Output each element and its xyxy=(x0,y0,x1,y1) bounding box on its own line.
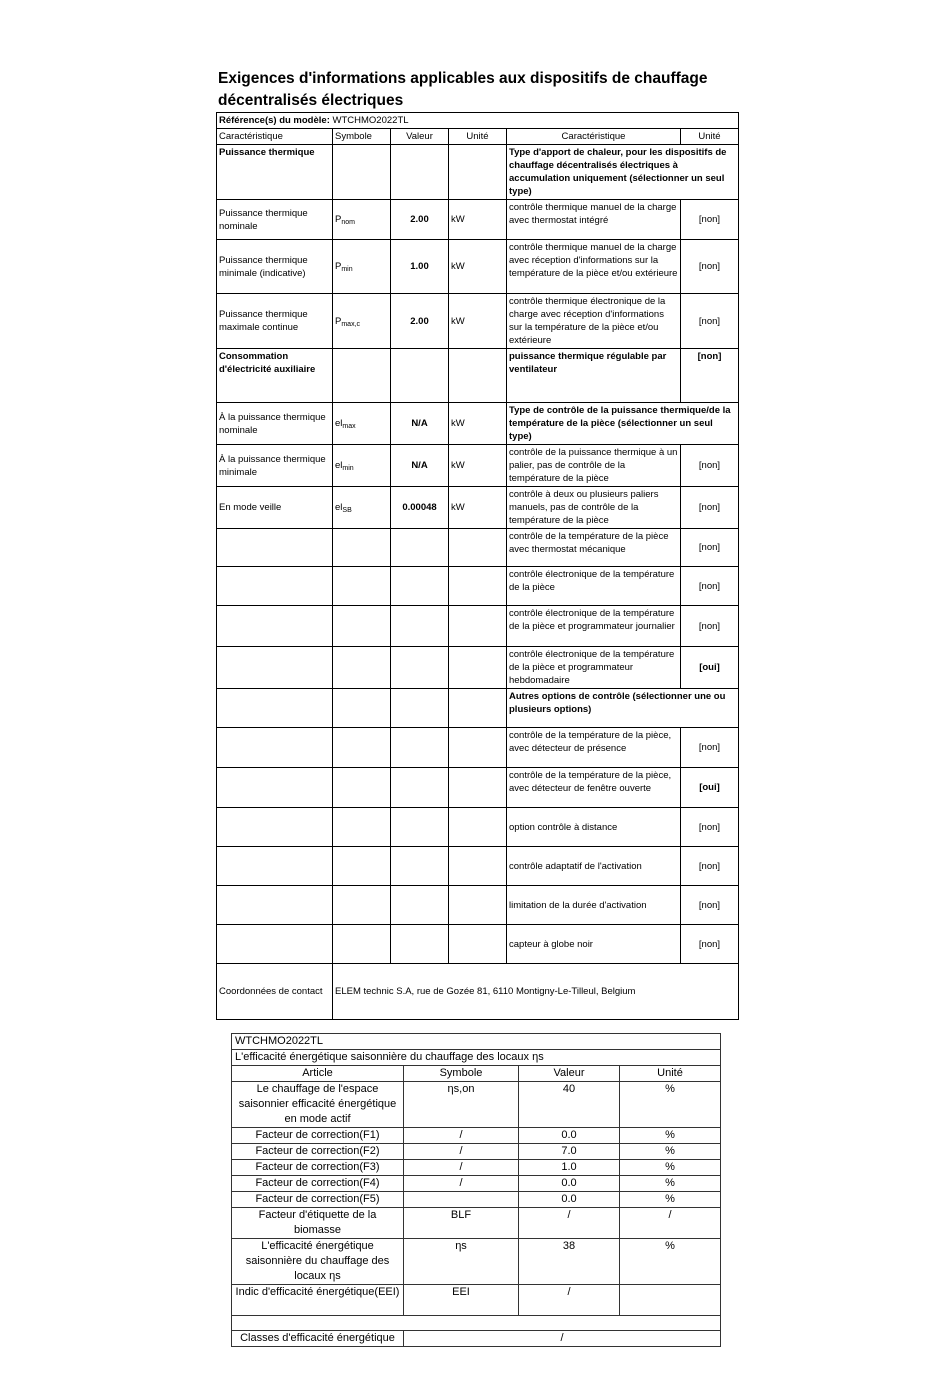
characteristic-cell xyxy=(217,294,333,349)
characteristic-cell xyxy=(217,145,333,200)
right-characteristic-label: Autres options de contrôle (sélectionner une ou plusieurs options) xyxy=(509,691,726,715)
header-symbole: Symbole xyxy=(333,129,391,145)
characteristic-label: Consommation d'électricité auxiliaire xyxy=(219,351,316,375)
t2-header-symbole: Symbole xyxy=(404,1066,519,1082)
right-characteristic-label: contrôle adaptatif de l'activation xyxy=(509,860,642,872)
t2-header-valeur: Valeur xyxy=(519,1066,620,1082)
t2-class-row xyxy=(232,1331,721,1347)
symbol-cell xyxy=(333,768,391,808)
characteristic-cell xyxy=(217,886,333,925)
right-characteristic-label: contrôle de la température de la pièce, avec détecteur de fenêtre ouverte xyxy=(509,770,672,794)
right-characteristic-cell xyxy=(507,689,739,728)
right-characteristic-label: contrôle de la température de la pièce, avec détecteur de présence xyxy=(509,730,672,754)
option-selection-cell xyxy=(681,567,739,606)
unit-cell xyxy=(449,689,507,728)
t2-row xyxy=(232,1208,721,1239)
value-cell xyxy=(391,768,449,808)
document-title: Exigences d'informations applicables aux dispositifs de chauffage décentralisés électriques xyxy=(218,70,708,109)
symbol-cell xyxy=(333,689,391,728)
requirements-table xyxy=(216,112,739,1020)
characteristic-cell xyxy=(217,925,333,964)
value-cell xyxy=(391,145,449,200)
model-ref-value: WTCHMO2022TL xyxy=(332,115,409,126)
t2-symbol: / xyxy=(404,1176,519,1192)
right-characteristic-cell xyxy=(507,240,681,294)
option-selection-cell xyxy=(681,808,739,847)
right-characteristic-label: Type d'apport de chaleur, pour les dispositifs de chauffage décentralisés électriques à accumulation uniquement (sélectionner un seul type) xyxy=(509,147,727,197)
option-selection-cell xyxy=(681,925,739,964)
characteristic-label: Puissance thermique minimale (indicative) xyxy=(219,254,308,279)
right-characteristic-cell xyxy=(507,145,739,200)
contact-label: Coordonnées de contact xyxy=(217,964,333,1020)
value: N/A xyxy=(411,418,428,429)
spec-row xyxy=(217,487,739,529)
option-selection: [non] xyxy=(698,261,721,272)
option-selection-cell xyxy=(681,847,739,886)
header-caracteristique-right: Caractéristique xyxy=(507,129,681,145)
spec-row xyxy=(217,606,739,647)
header-row xyxy=(217,129,739,145)
t2-value: 40 xyxy=(519,1082,620,1128)
option-selection: [non] xyxy=(698,620,721,632)
option-selection-cell xyxy=(681,349,739,403)
t2-value: 7.0 xyxy=(519,1144,620,1160)
t2-article: Facteur de correction(F2) xyxy=(232,1144,404,1160)
spec-row xyxy=(217,403,739,445)
t2-symbol: / xyxy=(404,1128,519,1144)
spec-row xyxy=(217,847,739,886)
t2-value: 0.0 xyxy=(519,1176,620,1192)
t2-row xyxy=(232,1176,721,1192)
right-characteristic-label: contrôle thermique manuel de la charge avec réception d'informations sur la température de la pièce et/ou extérieure xyxy=(509,242,678,279)
t2-model-row xyxy=(232,1034,721,1050)
value-cell xyxy=(391,808,449,847)
right-characteristic-cell xyxy=(507,445,681,487)
spec-row xyxy=(217,200,739,240)
option-selection-cell xyxy=(681,886,739,925)
value-cell xyxy=(391,886,449,925)
unit-cell xyxy=(449,200,507,240)
value-cell xyxy=(391,529,449,567)
t2-article: Facteur de correction(F5) xyxy=(232,1192,404,1208)
characteristic-label: Puissance thermique xyxy=(219,147,315,158)
unit: kW xyxy=(451,502,465,513)
right-characteristic-cell xyxy=(507,768,681,808)
unit-cell xyxy=(449,567,507,606)
model-ref-label: Référence(s) du modèle: xyxy=(219,115,330,126)
value-cell xyxy=(391,403,449,445)
t2-value: / xyxy=(519,1208,620,1239)
unit-cell xyxy=(449,847,507,886)
spec-row xyxy=(217,647,739,689)
option-selection: [non] xyxy=(698,542,721,553)
symbol-cell xyxy=(333,728,391,768)
symbol-subscript: SB xyxy=(342,507,352,514)
symbol-subscript: max,c xyxy=(341,320,361,328)
characteristic-cell xyxy=(217,200,333,240)
characteristic-cell xyxy=(217,487,333,529)
right-characteristic-cell xyxy=(507,606,681,647)
t2-empty-cell xyxy=(232,1316,721,1331)
value: 0.00048 xyxy=(402,502,437,513)
t2-unit: % xyxy=(620,1176,721,1192)
unit-cell xyxy=(449,240,507,294)
t2-unit xyxy=(620,1285,721,1316)
t2-unit: % xyxy=(620,1082,721,1128)
t2-unit: % xyxy=(620,1239,721,1285)
t2-article: Le chauffage de l'espace saisonnier efficacité énergétique en mode actif xyxy=(232,1082,404,1128)
spec-row xyxy=(217,567,739,606)
symbol-subscript: nom xyxy=(341,219,355,226)
t2-row xyxy=(232,1192,721,1208)
t2-article: Facteur de correction(F1) xyxy=(232,1128,404,1144)
right-characteristic-cell xyxy=(507,294,681,349)
value-cell xyxy=(391,567,449,606)
t2-header-row xyxy=(232,1066,721,1082)
value-cell xyxy=(391,728,449,768)
option-selection-cell xyxy=(681,240,739,294)
t2-article: Indic d'efficacité énergétique(EEI) xyxy=(232,1285,404,1316)
spec-row xyxy=(217,240,739,294)
t2-article: Facteur de correction(F3) xyxy=(232,1160,404,1176)
characteristic-cell xyxy=(217,606,333,647)
t2-row xyxy=(232,1160,721,1176)
symbol-cell xyxy=(333,606,391,647)
unit-cell xyxy=(449,349,507,403)
t2-unit: % xyxy=(620,1144,721,1160)
t2-header-article: Article xyxy=(232,1066,404,1082)
option-selection: [non] xyxy=(697,351,722,362)
option-selection: [non] xyxy=(698,315,721,327)
symbol-cell xyxy=(333,200,391,240)
header-valeur: Valeur xyxy=(391,129,449,145)
symbol-cell xyxy=(333,647,391,689)
spec-row xyxy=(217,689,739,728)
option-selection: [non] xyxy=(698,899,721,911)
characteristic-label: Puissance thermique nominale xyxy=(219,207,308,232)
value-cell xyxy=(391,240,449,294)
option-selection-cell xyxy=(681,529,739,567)
right-characteristic-cell xyxy=(507,808,681,847)
unit-cell xyxy=(449,886,507,925)
option-selection: [oui] xyxy=(699,662,720,673)
spec-row xyxy=(217,349,739,403)
option-selection-cell xyxy=(681,768,739,808)
characteristic-label: En mode veille xyxy=(219,502,282,513)
t2-row xyxy=(232,1285,721,1316)
option-selection-cell xyxy=(681,728,739,768)
t2-class-value: / xyxy=(404,1331,721,1347)
unit-cell xyxy=(449,808,507,847)
symbol: P xyxy=(335,214,342,225)
right-characteristic-cell xyxy=(507,487,681,529)
value-cell xyxy=(391,606,449,647)
characteristic-cell xyxy=(217,529,333,567)
t2-row xyxy=(232,1128,721,1144)
t2-article: Facteur de correction(F4) xyxy=(232,1176,404,1192)
right-characteristic-cell xyxy=(507,925,681,964)
option-selection-cell xyxy=(681,647,739,689)
contact-row xyxy=(217,964,739,1020)
spec-row xyxy=(217,768,739,808)
unit-cell xyxy=(449,529,507,567)
unit-cell xyxy=(449,294,507,349)
model-reference-row xyxy=(217,113,739,129)
symbol-cell xyxy=(333,403,391,445)
right-characteristic-label: puissance thermique régulable par ventilateur xyxy=(509,351,667,375)
value-cell xyxy=(391,294,449,349)
t2-empty-row xyxy=(232,1316,721,1331)
symbol: el xyxy=(335,502,343,513)
t2-value: 0.0 xyxy=(519,1128,620,1144)
right-characteristic-cell xyxy=(507,529,681,567)
characteristic-cell xyxy=(217,445,333,487)
symbol-cell xyxy=(333,886,391,925)
right-characteristic-label: contrôle thermique manuel de la charge avec thermostat intégré xyxy=(509,202,677,226)
characteristic-cell xyxy=(217,728,333,768)
characteristic-label: À la puissance thermique nominale xyxy=(219,411,326,436)
symbol-cell xyxy=(333,240,391,294)
unit: kW xyxy=(451,315,465,327)
t2-row xyxy=(232,1082,721,1128)
unit-cell xyxy=(449,403,507,445)
right-characteristic-label: contrôle électronique de la température de la pièce et programmateur journalier xyxy=(509,608,675,632)
t2-symbol xyxy=(404,1192,519,1208)
t2-unit: % xyxy=(620,1160,721,1176)
spec-row xyxy=(217,529,739,567)
symbol: el xyxy=(335,418,343,429)
t2-symbol: / xyxy=(404,1160,519,1176)
t2-row xyxy=(232,1144,721,1160)
option-selection: [non] xyxy=(698,742,721,753)
t2-symbol: ηs xyxy=(404,1239,519,1285)
right-characteristic-cell xyxy=(507,567,681,606)
t2-value: 0.0 xyxy=(519,1192,620,1208)
option-selection-cell xyxy=(681,487,739,529)
characteristic-cell xyxy=(217,567,333,606)
characteristic-cell xyxy=(217,240,333,294)
spec-row xyxy=(217,925,739,964)
t2-value: 1.0 xyxy=(519,1160,620,1176)
unit-cell xyxy=(449,768,507,808)
option-selection-cell xyxy=(681,294,739,349)
option-selection-cell xyxy=(681,606,739,647)
right-characteristic-cell xyxy=(507,886,681,925)
header-unite: Unité xyxy=(449,129,507,145)
right-characteristic-cell xyxy=(507,200,681,240)
t2-class-label: Classes d'efficacité énergétique xyxy=(232,1331,404,1347)
symbol-cell xyxy=(333,445,391,487)
unit: kW xyxy=(451,261,465,272)
right-characteristic-cell xyxy=(507,728,681,768)
t2-symbol: ηs,on xyxy=(404,1082,519,1128)
t2-unit: % xyxy=(620,1192,721,1208)
value: 1.00 xyxy=(410,261,429,272)
symbol-cell xyxy=(333,487,391,529)
characteristic-cell xyxy=(217,689,333,728)
unit-cell xyxy=(449,487,507,529)
symbol-subscript: min xyxy=(341,266,353,273)
symbol-subscript: max xyxy=(342,423,356,430)
unit: kW xyxy=(451,418,465,429)
t2-article: Facteur d'étiquette de la biomasse xyxy=(232,1208,404,1239)
symbol-cell xyxy=(333,567,391,606)
option-selection: [non] xyxy=(698,860,721,872)
characteristic-label: À la puissance thermique minimale xyxy=(219,453,326,478)
t2-symbol: EEI xyxy=(404,1285,519,1316)
right-characteristic-label: contrôle de la température de la pièce avec thermostat mécanique xyxy=(509,531,669,555)
t2-unit: % xyxy=(620,1128,721,1144)
value: 2.00 xyxy=(410,214,429,225)
right-characteristic-label: Type de contrôle de la puissance thermique/de la température de la pièce (sélectionner un seul type) xyxy=(509,405,731,442)
right-characteristic-cell xyxy=(507,847,681,886)
unit-cell xyxy=(449,728,507,768)
value-cell xyxy=(391,647,449,689)
unit-cell xyxy=(449,606,507,647)
characteristic-cell xyxy=(217,847,333,886)
symbol-cell xyxy=(333,294,391,349)
header-unite-right: Unité xyxy=(681,129,739,145)
option-selection: [non] xyxy=(698,580,721,592)
spec-row xyxy=(217,808,739,847)
symbol-cell xyxy=(333,847,391,886)
option-selection: [non] xyxy=(698,460,721,471)
symbol-cell xyxy=(333,145,391,200)
right-characteristic-cell xyxy=(507,403,739,445)
unit-cell xyxy=(449,925,507,964)
right-characteristic-label: contrôle à deux ou plusieurs paliers manuels, pas de contrôle de la température de la pièce xyxy=(509,489,659,526)
symbol-cell xyxy=(333,925,391,964)
unit: kW xyxy=(451,460,465,471)
t2-article: L'efficacité énergétique saisonnière du chauffage des locaux ηs xyxy=(232,1239,404,1285)
option-selection: [non] xyxy=(698,821,721,833)
t2-header-unite: Unité xyxy=(620,1066,721,1082)
right-characteristic-label: contrôle électronique de la température de la pièce et programmateur hebdomadaire xyxy=(509,649,675,686)
value-cell xyxy=(391,925,449,964)
symbol-cell xyxy=(333,349,391,403)
right-characteristic-label: option contrôle à distance xyxy=(509,821,618,833)
symbol: P xyxy=(335,315,342,327)
value: 2.00 xyxy=(410,315,429,327)
characteristic-cell xyxy=(217,768,333,808)
option-selection: [non] xyxy=(698,214,721,225)
option-selection-cell xyxy=(681,445,739,487)
t2-symbol: / xyxy=(404,1144,519,1160)
value-cell xyxy=(391,487,449,529)
contact-value: ELEM technic S.A, rue de Gozée 81, 6110 Montigny-Le-Tilleul, Belgium xyxy=(333,964,739,1020)
right-characteristic-label: capteur à globe noir xyxy=(509,938,593,950)
t2-model: WTCHMO2022TL xyxy=(232,1034,721,1050)
header-caracteristique: Caractéristique xyxy=(217,129,333,145)
value: N/A xyxy=(411,460,428,471)
unit-cell xyxy=(449,145,507,200)
spec-row xyxy=(217,886,739,925)
value-cell xyxy=(391,200,449,240)
t2-subtitle-row xyxy=(232,1050,721,1066)
spec-row xyxy=(217,294,739,349)
spec-row xyxy=(217,145,739,200)
symbol: P xyxy=(335,261,342,272)
option-selection-cell xyxy=(681,200,739,240)
symbol-subscript: min xyxy=(342,465,354,472)
unit-cell xyxy=(449,445,507,487)
characteristic-cell xyxy=(217,647,333,689)
t2-value: 38 xyxy=(519,1239,620,1285)
right-characteristic-label: contrôle électronique de la température de la pièce xyxy=(509,569,675,593)
characteristic-label: Puissance thermique maximale continue xyxy=(219,309,308,333)
value-cell xyxy=(391,689,449,728)
symbol-cell xyxy=(333,808,391,847)
value-cell xyxy=(391,445,449,487)
right-characteristic-label: limitation de la durée d'activation xyxy=(509,899,647,911)
spec-row xyxy=(217,728,739,768)
t2-symbol: BLF xyxy=(404,1208,519,1239)
spec-row xyxy=(217,445,739,487)
characteristic-cell xyxy=(217,403,333,445)
characteristic-cell xyxy=(217,808,333,847)
t2-subtitle: L'efficacité énergétique saisonnière du chauffage des locaux ηs xyxy=(232,1050,721,1066)
value-cell xyxy=(391,349,449,403)
unit: kW xyxy=(451,214,465,225)
t2-value: / xyxy=(519,1285,620,1316)
characteristic-cell xyxy=(217,349,333,403)
option-selection: [non] xyxy=(698,938,721,950)
option-selection: [non] xyxy=(698,502,721,513)
unit-cell xyxy=(449,647,507,689)
seasonal-efficiency-table xyxy=(231,1033,721,1347)
right-characteristic-label: contrôle de la puissance thermique à un palier, pas de contrôle de la température de la pièce xyxy=(509,447,678,484)
right-characteristic-cell xyxy=(507,647,681,689)
symbol: el xyxy=(335,460,343,471)
right-characteristic-label: contrôle thermique électronique de la charge avec réception d'informations sur la température de la pièce et/ou extérieure xyxy=(509,296,666,346)
t2-row xyxy=(232,1239,721,1285)
right-characteristic-cell xyxy=(507,349,681,403)
value-cell xyxy=(391,847,449,886)
option-selection: [oui] xyxy=(699,782,720,793)
t2-unit: / xyxy=(620,1208,721,1239)
symbol-cell xyxy=(333,529,391,567)
